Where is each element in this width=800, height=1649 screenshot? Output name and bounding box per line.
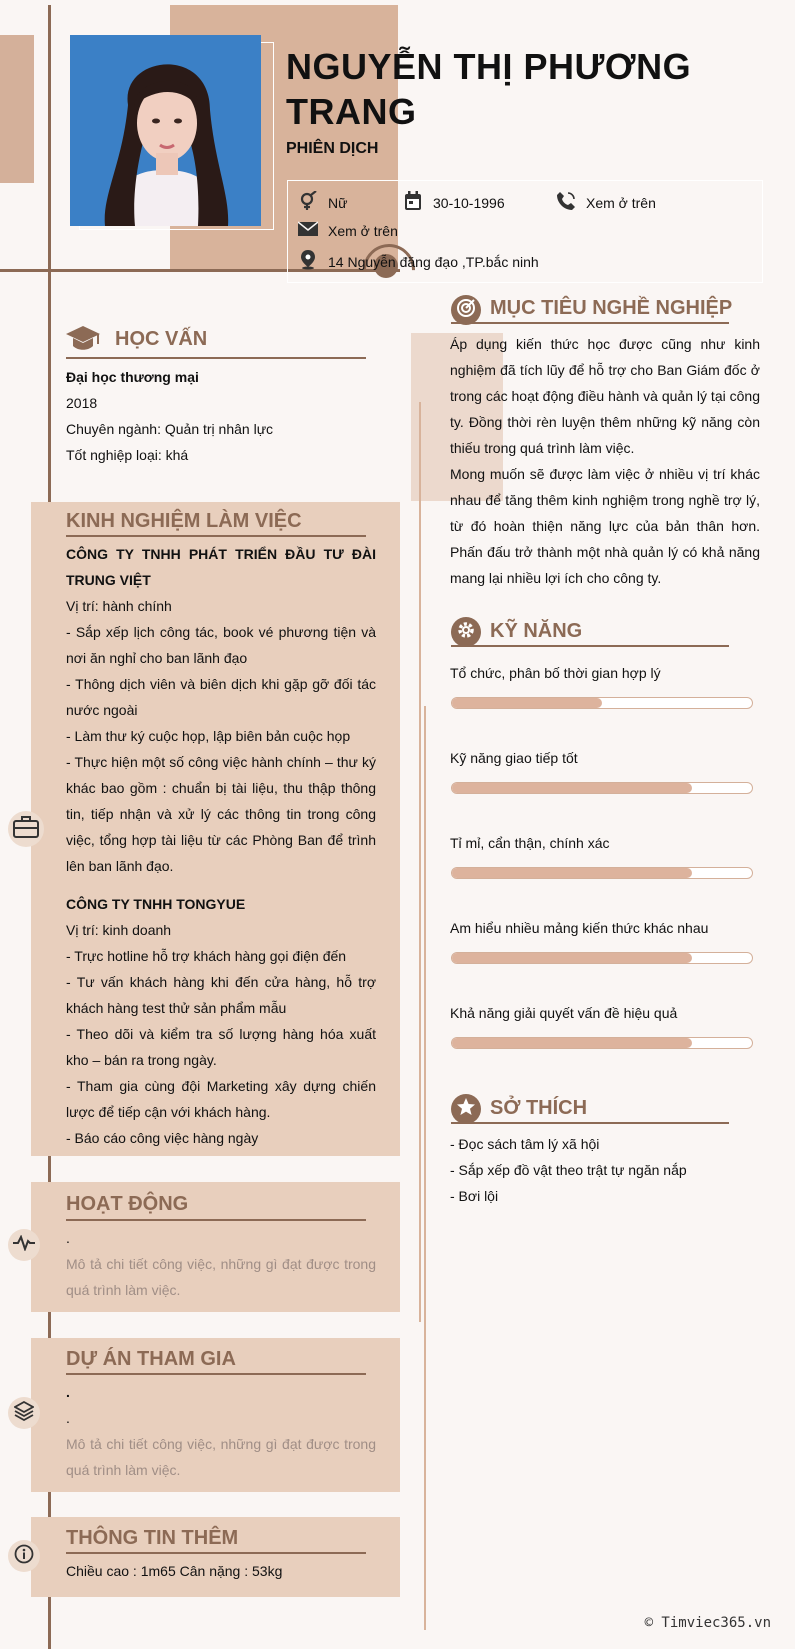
experience-title: KINH NGHIỆM LÀM VIỆC: [66, 510, 302, 532]
briefcase-icon: [13, 816, 39, 843]
star-icon: [456, 1097, 476, 1122]
contact-email: [298, 221, 398, 240]
job-company: CÔNG TY TNHH PHÁT TRIỂN ĐẦU TƯ ĐÀI TRUNG VIỆT: [66, 546, 376, 588]
job-duty: - Theo dõi và kiểm tra số lượng hàng hóa xuất kho – bán ra trong ngày.: [66, 1026, 376, 1068]
job-duty: - Tham gia cùng đội Marketing xây dựng chiến lược để tiếp cận với khách hàng.: [66, 1078, 376, 1120]
education-title: HỌC VẤN: [115, 328, 208, 350]
job-position: Vị trí: hành chính: [66, 598, 172, 614]
job-company: CÔNG TY TNHH TONGYUE: [66, 896, 246, 912]
job-duty: - Báo cáo công việc hàng ngày: [66, 1130, 259, 1146]
decor-line: [419, 402, 421, 1322]
skill-bar-fill: [452, 1038, 692, 1048]
section-rule: [451, 1122, 729, 1124]
experience-icon-circle: [8, 811, 44, 847]
education-major: Chuyên ngành: Quản trị nhân lực: [66, 421, 274, 437]
phone-value: Xem ở trên: [586, 194, 656, 211]
education-school: Đại học thương mại: [66, 369, 199, 385]
skill-bar-track: [451, 782, 753, 794]
education-grade: Tốt nghiệp loại: khá: [66, 447, 189, 463]
skills-title: KỸ NĂNG: [490, 620, 583, 642]
extra-icon-circle: [8, 1540, 40, 1572]
skill-bar-fill: [452, 698, 602, 708]
job-position: Vị trí: kinh doanh: [66, 922, 172, 938]
section-rule: [66, 1373, 366, 1375]
objective-paragraph: Áp dụng kiến thức học được cũng như kinh nghiệm đã tích lũy để hỗ trợ cho Ban Giám đốc ở trong các hoạt động điều hành và quản lý tại công ty. Đồng thời rèn luyện thêm những kỹ năng còn thiếu trong quá trình làm việc.: [450, 336, 760, 456]
pulse-icon: [13, 1235, 35, 1256]
skill-bar-track: [451, 697, 753, 709]
skill-bar-track: [451, 867, 753, 879]
projects-dot: .: [66, 1384, 70, 1400]
hobbies-title: SỞ THÍCH: [490, 1097, 588, 1119]
phone-icon: [556, 191, 586, 214]
graduation-cap-icon: [66, 326, 100, 357]
section-rule: [451, 645, 729, 647]
skill-label: Kỹ năng giao tiếp tốt: [450, 750, 578, 766]
skill-label: Khả năng giải quyết vấn đề hiệu quả: [450, 1005, 678, 1021]
projects-dot: .: [66, 1410, 70, 1426]
education-year: 2018: [66, 395, 98, 411]
gender-value: Nữ: [328, 194, 348, 211]
contact-address: [298, 250, 539, 273]
contact-birthday: [403, 191, 505, 214]
target-icon: [456, 298, 476, 323]
objective-paragraph: Mong muốn sẽ được làm việc ở nhiều vị trí khác nhau để tăng thêm kinh nghiệm trong nghề trợ lý, từ đó hoàn thiện năng lực của bản thân hơn. Phấn đấu trở thành một nhà quản lý có khả năng mang lại nhiều lợi ích cho công ty.: [450, 466, 760, 586]
skill-bar-track: [451, 952, 753, 964]
projects-title: DỰ ÁN THAM GIA: [66, 1348, 236, 1370]
location-icon: [298, 250, 328, 273]
section-rule: [66, 535, 366, 537]
job-duty: - Làm thư ký cuộc họp, lập biên bản cuộc họp: [66, 728, 351, 744]
skill-bar-fill: [452, 783, 692, 793]
skills-icon-circle: [451, 617, 481, 647]
email-value: Xem ở trên: [328, 222, 398, 239]
candidate-name: NGUYỄN THỊ PHƯƠNG TRANG: [286, 46, 692, 132]
skill-bar-fill: [452, 868, 692, 878]
hobby-item: - Đọc sách tâm lý xã hội: [450, 1136, 600, 1152]
activities-title: HOẠT ĐỘNG: [66, 1193, 189, 1215]
decor-line: [424, 706, 426, 1630]
contact-phone: [556, 191, 656, 214]
job-duty: - Tư vấn khách hàng khi đến cửa hàng, hỗ trợ khách hàng test thử sản phẩm mẫu: [66, 974, 376, 1016]
section-rule: [66, 357, 366, 359]
section-rule: [66, 1219, 366, 1221]
hobby-item: - Bơi lội: [450, 1188, 499, 1204]
info-icon: [14, 1544, 34, 1569]
gender-icon: [298, 191, 328, 214]
activities-dot: .: [66, 1230, 70, 1246]
email-icon: [298, 221, 328, 240]
hobby-item: - Sắp xếp đồ vật theo trật tự ngăn nắp: [450, 1162, 687, 1178]
extra-text: Chiều cao : 1m65 Cân nặng : 53kg: [66, 1563, 283, 1579]
section-rule: [66, 1552, 366, 1554]
activities-description: Mô tả chi tiết công việc, những gì đạt được trong quá trình làm việc.: [66, 1256, 376, 1298]
contact-gender: [298, 191, 347, 214]
activities-icon-circle: [8, 1229, 40, 1261]
contact-box: [287, 180, 763, 283]
gear-icon: [456, 620, 476, 645]
section-rule: [451, 322, 729, 324]
job-duty: - Thực hiện một số công việc hành chính – thư ký khác bao gồm : chuẩn bị tài liệu, thu thập thông tin, tiếp nhận và xử lý các thông tin trong công việc, tổng hợp tài liệu từ các Phòng Ban để trình lên ban lãnh đạo.: [66, 754, 376, 874]
skill-bar-fill: [452, 953, 692, 963]
hobbies-icon-circle: [451, 1094, 481, 1124]
calendar-icon: [403, 191, 433, 214]
skill-label: Tỉ mỉ, cẩn thận, chính xác: [450, 835, 610, 851]
layers-icon: [14, 1401, 34, 1426]
projects-description: Mô tả chi tiết công việc, những gì đạt được trong quá trình làm việc.: [66, 1436, 376, 1478]
job-title: PHIÊN DỊCH: [286, 140, 379, 157]
extra-title: THÔNG TIN THÊM: [66, 1527, 239, 1549]
objective-icon-circle: [451, 295, 481, 325]
job-duty: - Sắp xếp lịch công tác, book vé phương tiện và nơi ăn nghỉ cho ban lãnh đạo: [66, 624, 376, 666]
projects-icon-circle: [8, 1397, 40, 1429]
footer-copyright: © Timviec365.vn: [644, 1615, 771, 1631]
objective-title: MỤC TIÊU NGHỀ NGHIỆP: [490, 297, 733, 319]
skill-bar-track: [451, 1037, 753, 1049]
decor-block-left: [0, 35, 34, 183]
address-value: 14 Nguyễn đăng đạo ,TP.bắc ninh: [328, 253, 539, 270]
profile-photo: [70, 35, 261, 226]
job-duty: - Thông dịch viên và biên dịch khi gặp gỡ đối tác nước ngoài: [66, 676, 376, 718]
birthday-value: 30-10-1996: [433, 194, 505, 211]
skill-label: Tổ chức, phân bố thời gian hợp lý: [450, 665, 661, 681]
skill-label: Am hiểu nhiều mảng kiến thức khác nhau: [450, 920, 709, 936]
experience-content: [66, 541, 376, 1151]
job-duty: - Trực hotline hỗ trợ khách hàng gọi điện đến: [66, 948, 347, 964]
